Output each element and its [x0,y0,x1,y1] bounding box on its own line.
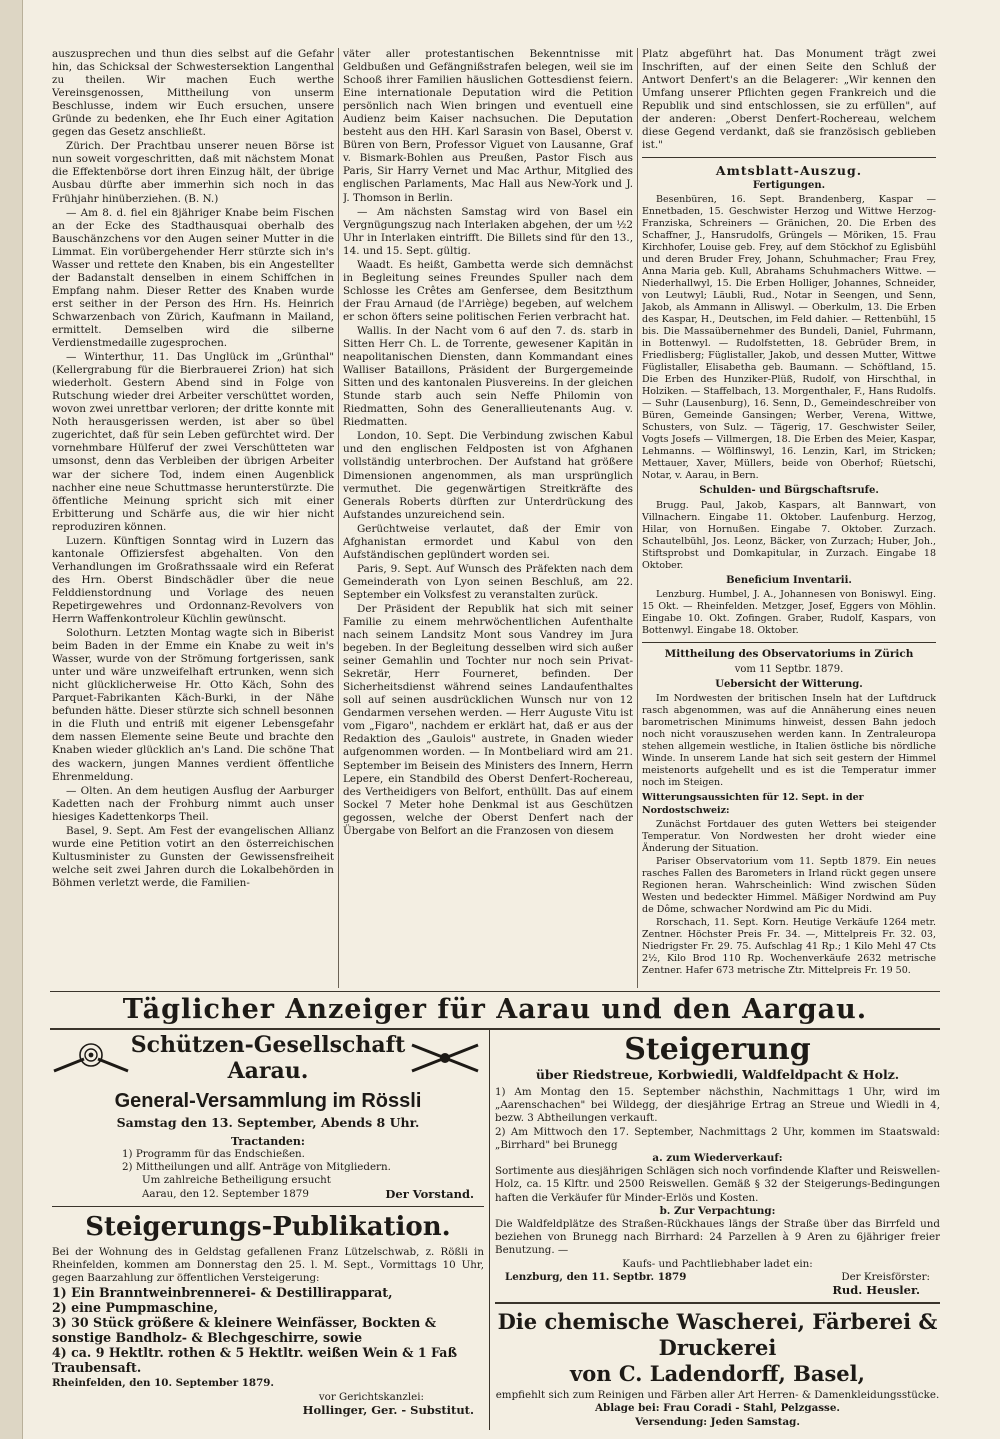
steigerung-text: Sortimente aus diesjährigen Schlägen sich noch vorfindende Klafter und Reiswellen-Holz, ca. 15 Klftr. und 2500 Reiswellen. Gemäß § 32 der Steigerungs-Bedingungen haften die Verkäufer für Minder-Erlös und Kosten. [495,1165,940,1204]
ads-divider [489,1030,490,1430]
wascherei-description: empfiehlt sich zum Reinigen und Färben aller Art Herren- & Damenkleidungsstücke. [495,1389,940,1402]
schulden-heading: Schulden- und Bürgschaftsrufe. [699,485,879,497]
ads-left [52,1030,484,1430]
steigerung-item: 1) Am Montag den 15. September nächsthin, Nachmittags 1 Uhr, wird im „Aarenschachen" bei Wildegg, der diesjährige Ertrag an Streue und Wiedli in 4, bezw. 3 Abtheilungen verkauft. [495,1086,940,1125]
schuetzen-place: Aarau, den 12. September 1879 [142,1187,309,1200]
article-solothurn: Solothurn. Letzten Montag wagte sich in Biberist beim Baden in der Emme ein Knabe zu weit in's Wasser, wurde von der Strömung fortgerissen, sank unter und wäre unzweifelhaft ertrunken, wenn sich nicht glücklicherweise Hr. Otto Käch, Sohn des Parquet-Fabrikanten Käch-Burki, in der Nähe befunden hätte. Dieser stürzte sich schnell besonnen in die Fluth und entriß mit eigener Lebensgefahr dem nassen Elemente seine Beute und brachte den Knaben wieder glücklich an's Land. Die schöne That des wackern, jungen Mannes verdient öffentliche Ehrenmeldung. [52,627,334,783]
article-olten: — Olten. An dem heutigen Ausflug der Aarburger Kadetten nach der Frohburg nimmt auch unser hiesiges Kadettenkorps Theil. [52,784,334,823]
publikation-title: Steigerungs-Publikation. [85,1211,451,1242]
column-divider [637,48,638,988]
column-3 [642,48,936,988]
schuetzen-date: Samstag den 13. September, Abends 8 Uhr. [116,1115,420,1130]
steigerung-title: Steigerung [624,1032,811,1067]
steigerung-subhead: a. zum Wiederverkauf: [652,1152,783,1165]
schuetzen-item: 1) Programm für das Endschießen. [122,1148,305,1160]
wascherei-shipping: Versendung: Jeden Samstag. [635,1415,800,1428]
witterung-text: Im Nordwesten der britischen Inseln hat der Luftdruck rasch abgenommen, was auf die Annäherung eines neuen barometrischen Minimums hinweist, dessen Bahn jedoch noch nicht vorauszusehen werden kann. In Zentraleuropa stehen allgemein westliche, in Italien östliche bis nördliche Winde. In unserem Lande hat sich seit gestern der Himmel meistenorts aufgehellt und es ist die Temperatur immer noch im Steigen. [642,692,936,788]
steigerung-place: Lenzburg, den 11. Septbr. 1879 [505,1270,687,1283]
beneficium-heading: Beneficium Inventarii. [726,574,852,586]
steigerung-office: Der Kreisförster: [841,1270,930,1283]
fertigungen-heading: Fertigungen. [752,180,826,192]
publikation-intro: Bei der Wohnung des in Geldstag gefallenen Franz Lützelschwab, z. Rößli in Rheinfelden, kommen am Donnerstag den 25. l. M. Sept., Vormittags 10 Uhr, gegen Baarzahlung zur öffentlichen Versteigerung: [52,1245,484,1285]
target-rifles-icon [52,1041,130,1075]
article-zuerich: Zürich. Der Prachtbau unserer neuen Börse ist nun soweit vorgeschritten, daß mit nächstem Monat die Effektenbörse dort ihren Einzug hält, der übrige Ausbau dürfte aber immerhin sich noch in das Frühjahr hinüberziehen. (B. N.) [52,140,334,205]
schuetzen-signature: Der Vorstand. [385,1186,474,1201]
observatorium-date: vom 11 Septbr. 1879. [734,663,844,675]
section-rule [642,157,936,158]
ads-right [495,1030,940,1430]
wascherei-name: von C. Ladendorff, Basel, [570,1361,865,1387]
article-waadt: Waadt. Es heißt, Gambetta werde sich demnächst in Begleitung seines Freundes Spuller nach dem Schlosse les Crêtes am Genfersee, dem Besitzthum der Frau Arnaud (de l'Arriège) begeben, auf welchem er schon öfters seine politischen Ferien verbracht hat. [343,258,633,323]
article-paris: Paris, 9. Sept. Auf Wunsch des Präfekten nach dem Gemeinderath von Lyon seinen Beschluß, am 22. September ein Volksfest zu veranstalten zurück. [343,562,633,601]
article-paragraph: — Am nächsten Samstag wird von Basel ein Vergnügungszug nach Interlaken abgehen, der um ½2 Uhr in Interlaken eintrifft. Die Billets sind für den 13., 14. und 15. Sept. gültig. [343,205,633,257]
ad-rule [52,1206,484,1207]
article-paragraph: Gerüchtweise verlautet, daß der Emir von Afghanistan ermordet und Kabul von den Aufständischen geplündert worden sei. [343,522,633,561]
article-luzern: Luzern. Künftigen Sonntag wird in Luzern das kantonale Offiziersfest abgehalten. Von den Verhandlungen im Großrathssaale wird ein Referat des Hrn. Oberst Bindschädler über die neue Felddienstordnung und Vorlage des neuen Repetirgewehres und Ordonnanz-Revolvers von Herrn Waffenkontroleur Küchlin gewünscht. [52,534,334,626]
publikation-signature: Hollinger, Ger. - Substitut. [302,1402,474,1417]
wascherei-title: Die chemische Wascherei, Färberei & Druckerei [497,1309,938,1361]
steigerung-text: Die Waldfeldplätze des Straßen-Rückhaues längs der Straße über das Birrfeld und beziehen von Brunegg nach Birrhard: 24 Parzellen à 9 Aren zu 6jähriger freier Benutzung. — [495,1218,940,1257]
pariser-observatorium-text: Pariser Observatorium vom 11. Septb 1879. Ein neues rasches Fallen des Barometers in Irland rückt gegen unsere Regionen heran. Wahrscheinlich: Wind zwischen Süden Westen und bedeckter Himmel. Mäßiger Nordwind am Puy de Dôme, schwacher Nordwind am Pic du Midi. [642,855,936,915]
publikation-place: Rheinfelden, den 10. September 1879. [52,1377,275,1390]
publikation-item: 2) eine Pumpmaschine, [52,1300,218,1316]
steigerung-invite: Kaufs- und Pachtliebhaber ladet ein: [622,1257,813,1270]
witterungsaussichten-text: Zunächst Fortdauer des guten Wetters bei steigender Temperatur. Von Nordwesten her droht wieder eine Änderung der Situation. [642,818,936,854]
schuetzen-invite: Um zahlreiche Betheiligung ersucht [142,1174,331,1187]
article-paragraph: Platz abgeführt hat. Das Monument trägt zwei Inschriften, auf der einen Seite den Schluß der Antwort Denfert's an die Belagerer: „Wir kennen den Umfang unserer Pflichten gegen Frankreich und die Republik und sind entschlossen, sie zu erfüllen", auf der anderen: „Oberst Denfert-Rochereau, welchem diese Gegend verdankt, daß sie französisch geblieben ist." [642,48,936,152]
masthead-title: Täglicher Anzeiger für Aarau und den Aargau. [122,994,868,1025]
publikation-item: 1) Ein Branntweinbrennerei- & Destillirapparat, [52,1285,393,1301]
rorschach-market-text: Rorschach, 11. Sept. Korn. Heutige Verkäufe 1264 metr. Zentner. Höchster Preis Fr. 34. —, Mittelpreis Fr. 32. 03, Niedrigster Fr. 29. 75. Aufschlag 41 Rp.; 1 Kilo Mehl 47 Cts 2½, Kilo Brod 110 Rp. Wochenverkäufe 2632 metrische Zentner. Hafer 673 metrische Ztr. Mittelpreis Fr. 19 50. [642,916,936,976]
article-paragraph: — Am 8. d. fiel ein 8jähriger Knabe beim Fischen an der Ecke des Stadthausquai oberhalb des Bauschänzchens vor den Augen seiner Mutter in die Limmat. Ein vorübergehender Herr stürzte sich in's Wasser und rettete den Knaben, bis ein Angestellter der Badanstalt denselben in einem Schiffchen in Empfang nahm. Dieser Retter des Knaben wurde erst seither in der Person des Hrn. Hs. Heinrich Schwarzenbach von Zürich, Kaufmann in Mailand, ermittelt. Demselben wird die silberne Verdienstmedaille zugesprochen. [52,206,334,350]
article-paragraph: väter aller protestantischen Bekenntnisse mit Geldbußen und Gefängnißstrafen belegen, weil sie im Schooß ihrer Familien häuslichen Gottesdienst feiern. Eine internationale Deputation wird die Petition persönlich nach Wien bringen und eventuell eine Audienz beim Kaiser nachsuchen. Die Deputation besteht aus den HH. Karl Sarasin von Basel, Oberst v. Büren von Bern, Professor Viguet von Lausanne, Graf v. Bismark-Bohlen aus Preußen, Pastor Fisch aus Paris, Sir Harry Vernet und Mac Arthur, Mitglied des englischen Parlaments, Mac Hall aus New-York und J. J. Thomson in Berlin. [343,48,633,204]
schuetzen-title: Schützen-Gesellschaft Aarau. [130,1032,406,1084]
amtsblatt-heading: Amtsblatt-Auszug. [715,163,863,179]
schuetzen-item: 2) Mittheilungen und allf. Anträge von Mitgliedern. [122,1161,391,1174]
steigerung-subtitle: über Riedstreue, Korbwiedli, Waldfeldpacht & Holz. [535,1067,900,1082]
article-wallis: Wallis. In der Nacht vom 6 auf den 7. ds. starb in Sitten Herr Ch. L. de Torrente, gewesener Kapitän in neapolitanischen Diensten, dann Kommandant eines Walliser Bataillons, Präsident der Burgergemeinde Sitten und des kantonalen Piusvereins. In der gleichen Stunde starb auch sein Neffe Philomin von Riedmatten, Sohn des Generallieutenants Aug. v. Riedmatten. [343,324,633,429]
schuetzen-tractanden: Tractanden: [231,1135,305,1148]
article-paragraph: auszusprechen und thun dies selbst auf die Gefahr hin, das Schicksal der Schwestersektion Langenthal zu theilen. Wir machen Euch werthe Vereinsgenossen, Mittheilung von unserm Beschlusse, indem wir Euch ersuchen, unsere Gründe zu bedenken, ehe Ihr Euch einer Agitation gegen das Gesetz anschließt. [52,48,334,139]
ad-rule [495,1302,940,1304]
section-rule [642,642,936,643]
article-london: London, 10. Sept. Die Verbindung zwischen Kabul und den englischen Feldposten ist von Afghanen vollständig unterbrochen. Der Aufstand hat größere Dimensionen angenommen, als man ursprünglich vermuthet. Die gegenwärtigen Streitkräfte des Generals Roberts dürften zur Unterdrückung des Aufstandes unzureichend sein. [343,430,633,521]
steigerung-signature: Rud. Heusler. [832,1283,920,1298]
schulden-text: Brugg. Paul, Jakob, Kaspars, alt Bannwart, von Villnachern. Eingabe 11. Oktober. Laufenburg. Herzog, Hilar, von Hornußen. Eingabe 7. Oktober. Zurzach. Schautelbühl, Jos. Leonz, Bäcker, von Zurzach; Huber, Joh., Stiftsprobst und Domkapitular, in Zurzach. Eingabe 18 Oktober. [642,499,936,571]
schuetzen-header [52,1032,484,1084]
publikation-item: 4) ca. 9 Hektltr. rothen & 5 Hektltr. weißen Wein & 1 Faß Traubensaft. [52,1345,458,1376]
witterungsaussichten-heading: Witterungsaussichten für 12. Sept. in der Nordostschweiz: [642,791,864,816]
observatorium-heading: Mittheilung des Observatoriums in Zürich [664,647,914,660]
beneficium-text: Lenzburg. Humbel, J. A., Johannesen von Boniswyl. Eing. 15 Okt. — Rheinfelden. Metzger, Josef, Eggers von Möhlin. Eingabe 10. Okt. Zofingen. Graber, Rudolf, Kaspars, von Bottenwyl. Eingabe 18. Oktober. [642,588,936,636]
witterung-heading: Uebersicht der Witterung. [715,678,863,690]
schuetzen-meeting: General-Versammlung im Rössli [114,1090,422,1112]
steigerung-item: 2) Am Mittwoch den 17. September, Nachmittags 2 Uhr, kommen im Staatswald: „Birrhard" bei Brunegg [495,1125,940,1151]
publikation-by: vor Gerichtskanzlei: [318,1390,424,1403]
publikation-item: 3) 30 Stück größere & kleinere Weinfässer, Bockten & sonstige Bandholz- & Blechgeschirre, sowie [52,1315,437,1346]
steigerung-subhead: b. Zur Verpachtung: [659,1204,776,1217]
article-winterthur: — Winterthur, 11. Das Unglück im „Grünthal" (Kellergrabung für die Bierbrauerei Zrion) hat sich wiederholt. Gestern Abend sind in Folge von Rutschung wieder drei Arbeiter verschüttet worden, wovon zwei unrettbar verloren; der dritte konnte mit Noth herausgerissen werden, ist aber so übel zugerichtet, daß für sein Leben gefürchtet wird. Der vornehmbare Hülferuf der zwei Verschütteten war umsonst, denn das Verbleiben der übrigen Arbeiter war der sichere Tod, indem einen Augenblick nachher eine neue Schuttmasse herunterstürzte. Die öffentliche Meinung spricht sich mit einer Erbitterung und Schärfe aus, die wir hier nicht reproduziren können. [52,351,334,533]
wascherei-depot: Ablage bei: Frau Coradi - Stahl, Pelzgasse. [595,1402,840,1415]
article-paragraph: Der Präsident der Republik hat sich mit seiner Familie zu einem mehrwöchentlichen Aufenthalte nach seinem Landsitz Mont sous Vandrey im Jura begeben. In der Begleitung desselben wird sich außer seiner Gemahlin und Tochter nur noch sein Privat-Sekretär, Herr Fourneret, befinden. Der Sicherheitsdienst während seines Landaufenthaltes soll auf seinen ausdrücklichen Wunsch nur von 12 Gendarmen versehen werden. — Herr Auguste Vitu ist vom „Figaro", nachdem er erklärt hat, daß er aus der Redaktion des „Gaulois" austrete, in Gnaden wieder aufgenommen worden. — In Montbeliard wird am 21. September im Beisein des Ministers des Innern, Herrn Lepere, ein Standbild des Oberst Denfert-Rochereau, des Vertheidigers von Belfort, enthüllt. Das auf einem Sockel 7 Meter hohe Denkmal ist aus Geschützen gegossen, welche der Oberst Denfert nach der Übergabe von Belfort an die Franzosen von diesem [343,602,633,837]
column-2 [343,48,633,988]
crossed-rifles-icon [406,1041,484,1075]
masthead-rule-top [50,991,940,992]
page-edge [0,0,23,1439]
column-divider [338,48,339,988]
article-basel: Basel, 9. Sept. Am Fest der evangelischen Allianz wurde eine Petition votirt an den österreichischen Kultusminister zu Gunsten der Gewissensfreiheit welche seit zwei Jahren durch die Lokalbehörden in Böhmen verletzt werde, die Familien- [52,824,334,889]
fertigungen-text: Besenbüren, 16. Sept. Brandenberg, Kaspar — Ennetbaden, 15. Geschwister Herzog und Wittwe Herzog-Franziska, Schreiners — Gränichen, 20. Die Erben des Schaffner, J., Hansrudolfs, Grüngels — Möriken, 15. Frau Kirchhofer, Louise geb. Frey, auf dem Stöckhof zu Eglisbühl und deren Bruder Frey, Johann, Schuhmacher; Frau Frey, Anna Maria geb. Kull, Abrahams Schuhmachers Wittwe. — Niederhallwyl, 15. Die Erben Holliger, Johannes, Schneider, von Leutwyl; Läubli, Rud., Notar in Seengen, und Senn, Jakob, als Ammann in Alliswyl. — Oberkulm, 13. Die Erben des Kaspar, H., Deutschen, im Feld dahier. — Rettenbühl, 15 bis. Die Massaübernehmer des Bundeli, Daniel, Fuhrmann, in Bottenwyl. — Rudolfstetten, 18. Gebrüder Brem, in Friedlisberg; Füglistaller, Jakob, und dessen Mutter, Wittwe Füglistaller, Elisabetha geb. Baumann. — Schöftland, 15. Die Erben des Hunziker-Plüß, Rudolf, von Hirschthal, in Holziken. — Staffelbach, 13. Morgenthaler, F., Hans Rudolfs. — Suhr (Lausenburg), 16. Senn, D., Gemeindeschreiber von Büren, Gemeinde Gansingen; Werber, Verena, Wittwe, Schusters, von Sulz. — Tägerig, 17. Geschwister Seiler, Vogts Josefs — Villmergen, 18. Die Erben des Meier, Kaspar, Lehmanns. — Wölflinswyl, 16. Lenzin, Karl, im Stricken; Mettauer, Xaver, Müllers, beide von Oberhof; Rüetschi, Notar, v. Aarau, in Bern. [642,194,936,482]
column-1 [52,48,334,988]
schuetzen-footer [52,1188,484,1201]
